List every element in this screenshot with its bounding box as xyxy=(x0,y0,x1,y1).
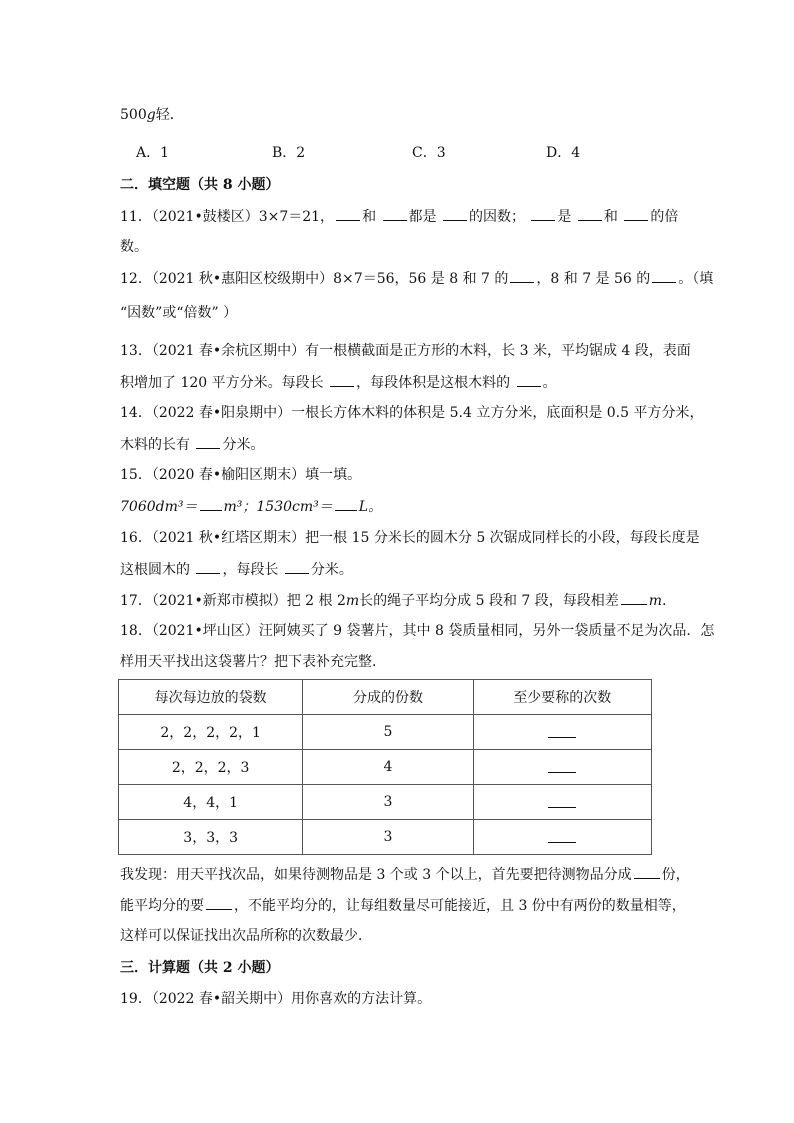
question-11-cont: 数。 xyxy=(120,239,148,255)
table-header: 分成的份数 xyxy=(303,680,473,715)
answer-blank[interactable] xyxy=(548,758,576,773)
table-row xyxy=(119,785,652,820)
answer-blank[interactable] xyxy=(652,268,676,283)
option-b: B．2 xyxy=(272,145,306,161)
section-2-heading: 二．填空题（共 8 小题） xyxy=(120,177,280,193)
question-15-cont xyxy=(120,496,382,517)
table-cell: 5 xyxy=(303,715,473,750)
question-11 xyxy=(120,206,678,227)
answer-blank[interactable] xyxy=(330,372,354,387)
question-13: 13．（2021 春•余杭区期中）有一根横截面是正方形的木料，长 3 米，平均锯成 4 段，表面 xyxy=(120,343,691,359)
q12-text: 。（填 xyxy=(678,271,714,287)
question-18-cont: 样用天平找出这袋薯片？把下表补充完整． xyxy=(120,654,386,670)
q11-text: 的因数； xyxy=(468,209,525,225)
question-12 xyxy=(120,268,713,289)
question-16: 16．（2021 秋•红塔区期末）把一根 15 分米长的圆木分 5 次锯成同样长的小段，每段长度是 xyxy=(120,530,700,546)
table-header-row xyxy=(119,680,652,715)
weighing-table xyxy=(118,679,652,855)
answer-blank[interactable] xyxy=(200,496,222,511)
answer-blank[interactable] xyxy=(621,590,647,605)
answer-blank[interactable] xyxy=(548,828,576,843)
table-cell: 4 xyxy=(303,750,473,785)
finding-line-3: 这样可以保证找出次品所称的次数最少． xyxy=(120,928,372,944)
table-cell: 3，3，3 xyxy=(119,820,303,855)
q16-text: 分米。 xyxy=(310,562,353,578)
answer-blank[interactable] xyxy=(383,206,407,221)
q17-text: 长的绳子平均分成 5 段和 7 段，每段相差 xyxy=(359,593,619,609)
q17-unit: m xyxy=(648,593,663,609)
question-14-cont xyxy=(120,434,264,455)
q15-text: 7060 xyxy=(120,499,156,515)
table-cell-answer[interactable] xyxy=(473,715,651,750)
answer-blank[interactable] xyxy=(196,559,220,574)
q15-unit: dm³ xyxy=(155,499,184,515)
q16-text: ，每段长 xyxy=(222,562,279,578)
question-14: 14．（2022 春•阳泉期中）一根长方体木料的体积是 5.4 立方分米，底面积是 0.5 平方分米， xyxy=(120,405,704,421)
table-cell: 2，2，2，3 xyxy=(119,750,303,785)
answer-blank[interactable] xyxy=(336,206,360,221)
q13-text: ，每段体积是这根木料的 xyxy=(356,375,511,391)
q17-unit: m xyxy=(345,593,360,609)
answer-blank[interactable] xyxy=(634,864,660,879)
q11-text: 是 xyxy=(557,209,572,225)
answer-blank[interactable] xyxy=(531,206,555,221)
answer-blank[interactable] xyxy=(196,434,220,449)
answer-blank[interactable] xyxy=(548,793,576,808)
table-cell: 4，4，1 xyxy=(119,785,303,820)
option-c: C．3 xyxy=(412,145,446,161)
table-cell: 3 xyxy=(303,820,473,855)
answer-blank[interactable] xyxy=(510,268,534,283)
table-row xyxy=(119,750,652,785)
q12-text: 12．（2021 秋•惠阳区校级期中）8×7＝56，56 是 8 和 7 的 xyxy=(120,271,509,287)
q11-text: 和 xyxy=(362,209,377,225)
q11-text: 的倍 xyxy=(650,209,679,225)
q10-tail-suffix: 轻． xyxy=(155,107,184,123)
answer-blank[interactable] xyxy=(548,723,576,738)
q11-text: 11．（2021•鼓楼区）3×7＝21， xyxy=(120,209,335,225)
q13-text: 积增加了 120 平方分米。每段长 xyxy=(120,375,324,391)
table-cell-answer[interactable] xyxy=(473,750,651,785)
question-19: 19．（2022 春•韶关期中）用你喜欢的方法计算。 xyxy=(120,991,432,1007)
finding-text: ，不能平均分的，让每组数量尽可能接近，且 3 份中有两份的数量相等， xyxy=(234,898,686,914)
question-17 xyxy=(120,590,676,611)
q15-text: ＝ xyxy=(318,499,333,515)
finding-text: 我发现：用天平找次品，如果待测物品是 3 个或 3 个以上，首先要把待测物品分成 xyxy=(120,867,632,883)
question-18: 18．（2021•坪山区）汪阿姨买了 9 袋薯片，其中 8 袋质量相同，另外一袋质量不足为次品．怎 xyxy=(120,623,715,639)
q13-text: 。 xyxy=(542,375,557,391)
q15-unit: L xyxy=(358,499,369,515)
q17-text: ． xyxy=(662,593,677,609)
table-cell-answer[interactable] xyxy=(473,820,651,855)
q15-text: ＝ xyxy=(183,499,198,515)
finding-text: 份， xyxy=(661,867,690,883)
table-header: 至少要称的次数 xyxy=(473,680,651,715)
finding-line-2 xyxy=(120,895,686,916)
answer-blank[interactable] xyxy=(285,559,309,574)
finding-text: 能平均分的要 xyxy=(120,898,204,914)
q10-tail-unit: g xyxy=(146,107,156,123)
table-header: 每次每边放的袋数 xyxy=(119,680,303,715)
q14-text: 分米。 xyxy=(222,437,265,453)
answer-blank[interactable] xyxy=(578,206,602,221)
table-cell: 2，2，2，2，1 xyxy=(119,715,303,750)
answer-blank[interactable] xyxy=(443,206,467,221)
q11-text: 都是 xyxy=(408,209,437,225)
table-row xyxy=(119,715,652,750)
option-a: A．1 xyxy=(136,145,170,161)
q17-text: 17．（2021•新郑市模拟）把 2 根 2 xyxy=(120,593,346,609)
answer-blank[interactable] xyxy=(335,496,357,511)
question-16-cont xyxy=(120,559,353,580)
answer-blank[interactable] xyxy=(624,206,648,221)
question-13-cont xyxy=(120,372,557,393)
q10-tail xyxy=(120,105,184,125)
section-3-heading: 三．计算题（共 2 小题） xyxy=(120,960,280,976)
q15-text: 。 xyxy=(368,499,383,515)
q10-options xyxy=(0,142,794,162)
question-12-cont: “因数”或“倍数” ） xyxy=(120,305,238,321)
q12-text: ，8 和 7 是 56 的 xyxy=(536,271,651,287)
q15-unit: cm³ xyxy=(292,499,319,515)
finding-line-1 xyxy=(120,864,690,885)
q10-tail-number: 500 xyxy=(120,107,147,123)
q15-unit: m³ xyxy=(223,499,243,515)
question-15: 15．（2020 春•榆阳区期末）填一填。 xyxy=(120,467,362,483)
answer-blank[interactable] xyxy=(206,895,232,910)
q14-text: 木料的长有 xyxy=(120,437,190,453)
table-row xyxy=(119,820,652,855)
option-d: D．4 xyxy=(546,145,581,161)
table-cell: 3 xyxy=(303,785,473,820)
q15-text: ；1530 xyxy=(242,499,293,515)
table-cell-answer[interactable] xyxy=(473,785,651,820)
q16-text: 这根圆木的 xyxy=(120,562,190,578)
answer-blank[interactable] xyxy=(517,372,541,387)
q11-text: 和 xyxy=(603,209,618,225)
